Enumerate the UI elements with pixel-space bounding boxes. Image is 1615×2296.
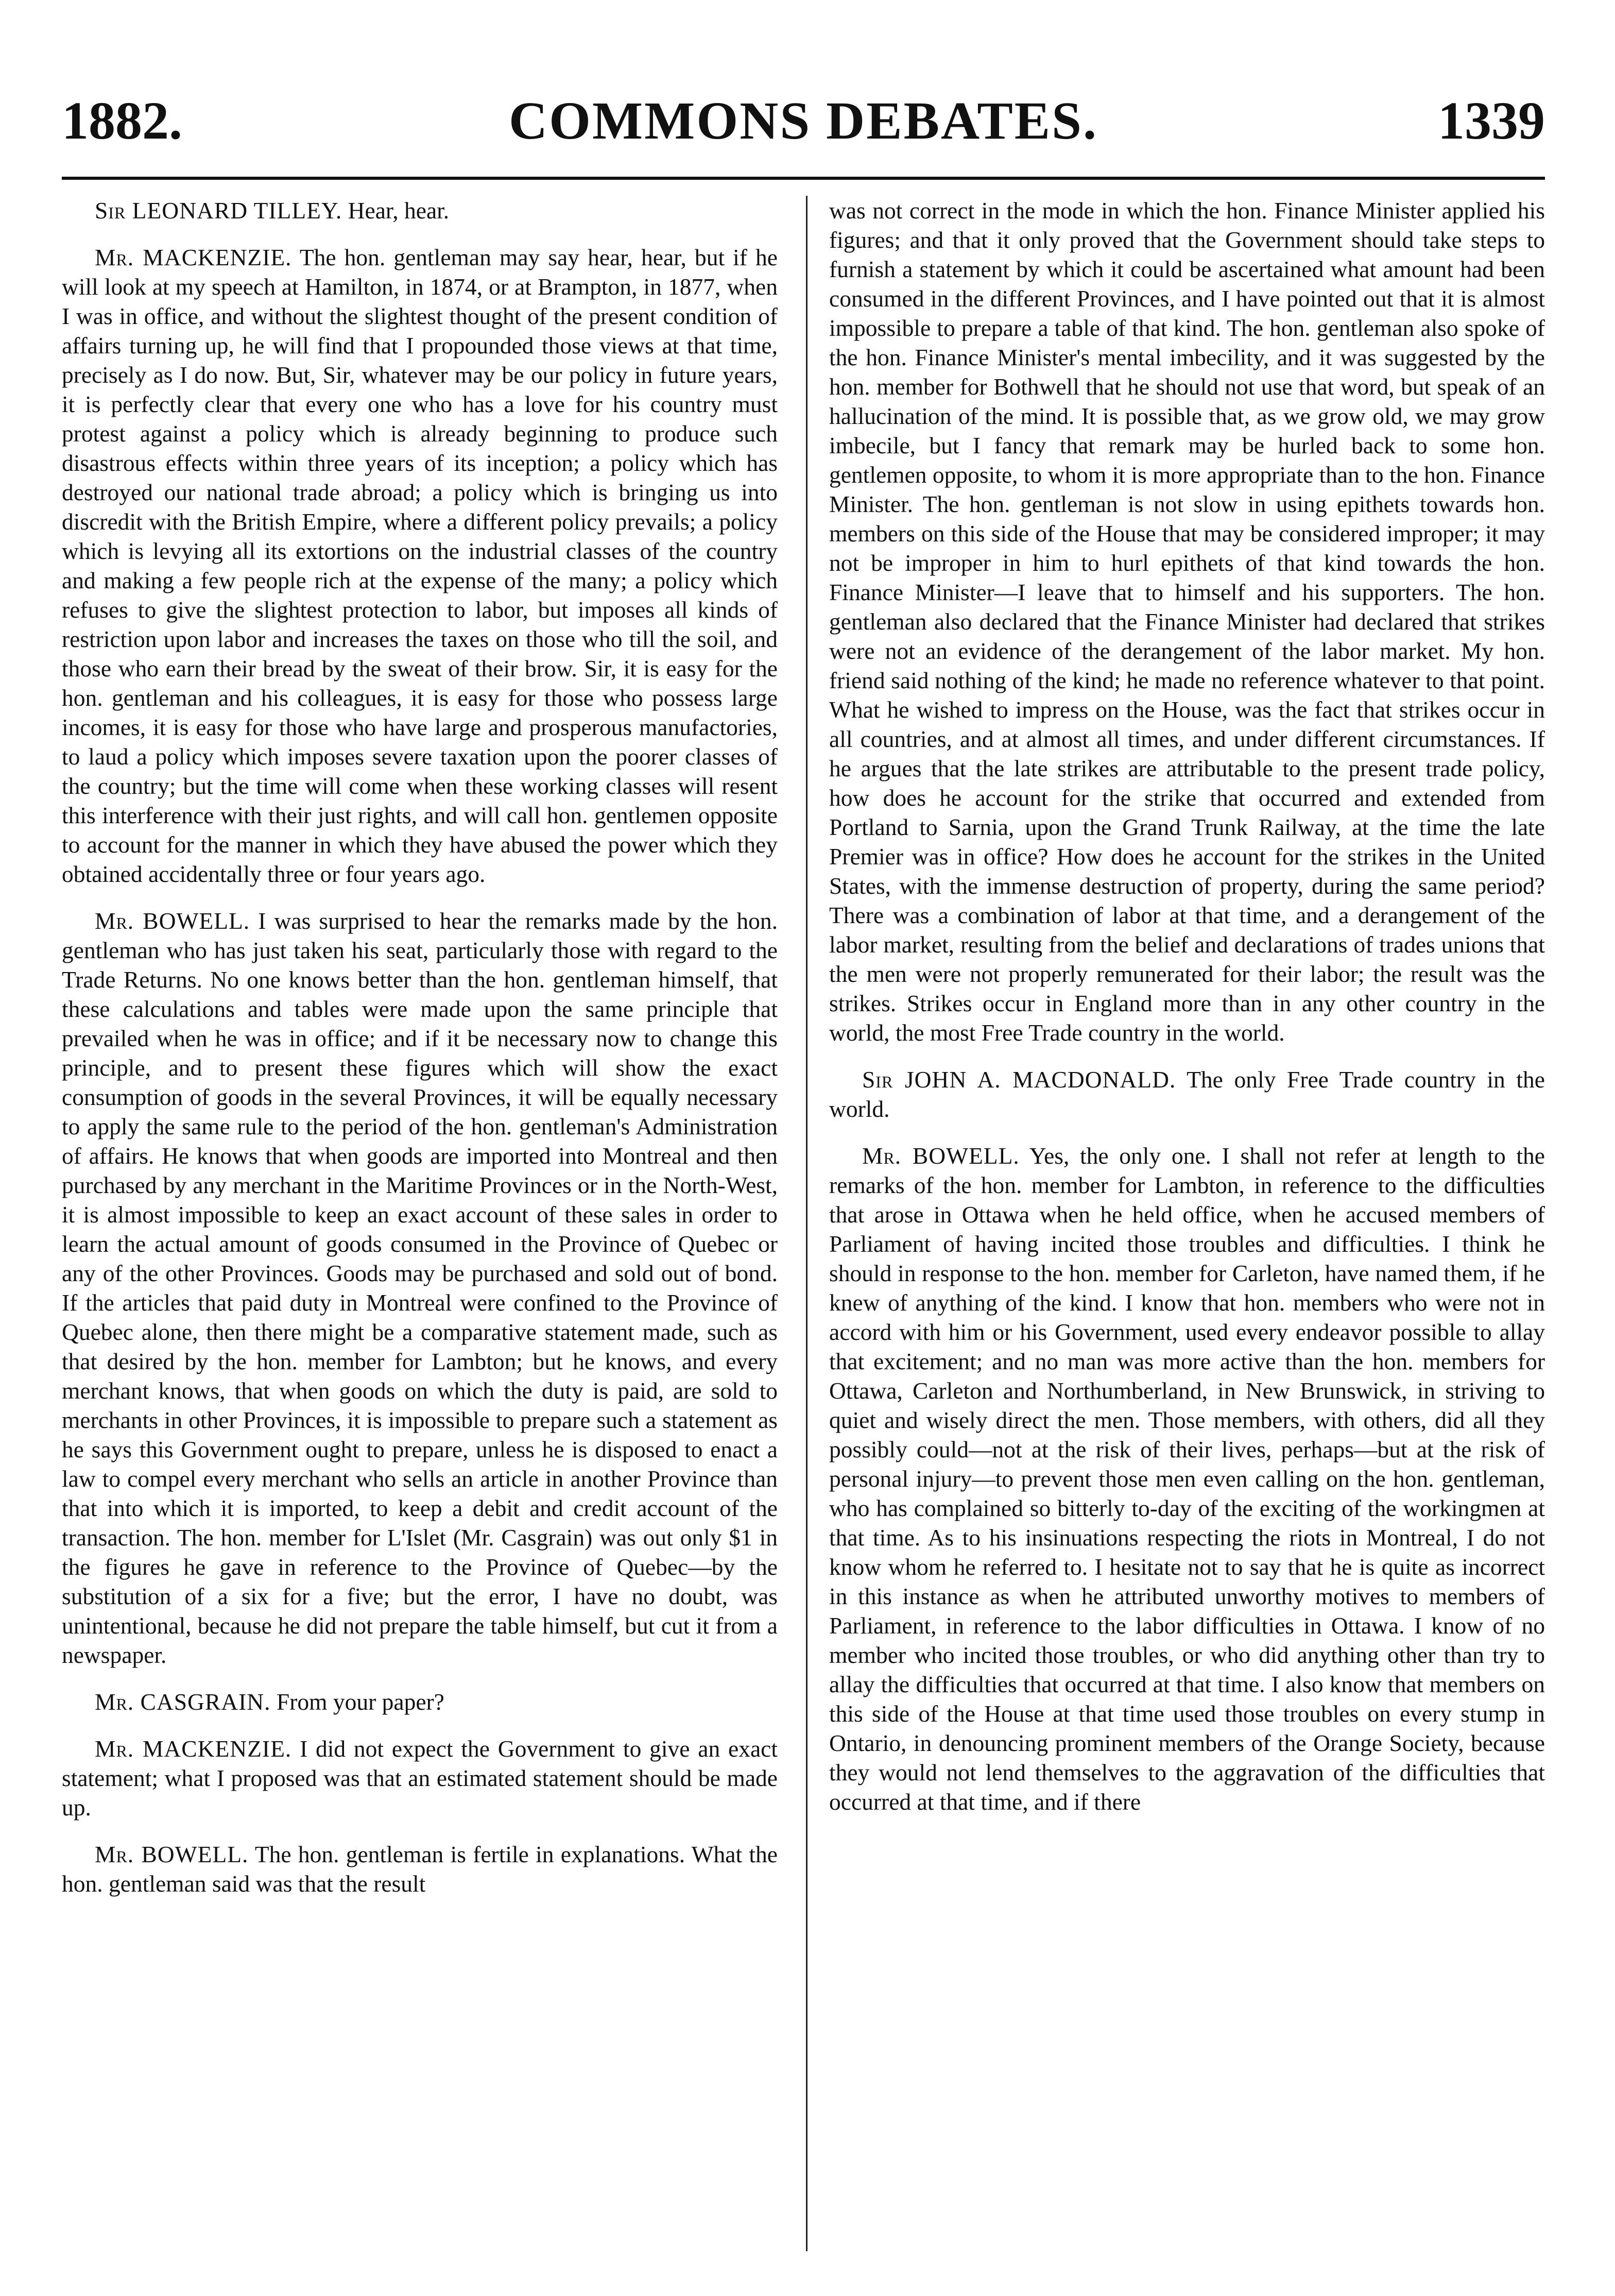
speech-text: was not correct in the mode in which the hon. Finance Minister applied his figures; and that it only proved that the Government should take steps to furnish a statement by which it could be ascertained what amount had been consumed in the different Provinces, and I have pointed out that it is almost impossible to prepare a table of that kind. The hon. gentleman also spoke of the hon. Finance Minister's mental imbecility, and it was suggested by the hon. member for Bothwell that he should not use that word, but speak of an hallucination of the mind. It is possible that, as we grow old, we may grow imbecile, but I fancy that remark may be hurled back to some hon. gentlemen opposite, to whom it is more appropriate than to the hon. Finance Minister. The hon. gentleman is not slow in using epithets towards hon. members on this side of the House that may be considered improper; it may not be improper in him to hurl epithets of that kind towards the hon. Finance Minister—I leave that to himself and his supporters. The hon. gentleman also declared that the Finance Minister had declared that strikes were not an evidence of the derangement of the labor market. My hon. friend said nothing of the kind; he made no reference whatever to that point. What he wished to impress on the House, was the fact that strikes occur in all countries, and at almost all times, and under different circumstances. If he argues that the late strikes are attributable to the present trade policy, how does he account for the strike that occurred and extended from Portland to Sarnia, upon the Grand Trunk Railway, at the time the late Premier was in office? How does he account for the strikes in the United States, with the immense destruction of property, during the same period? There was a combination of labor at that time, and a derangement of the labor market, resulting from the belief and declarations of trades unions that the men were not properly remunerated for their labor; the result was the strikes. Strikes occur in England more than in any other country in the world, the most Free Trade country in the world. (829, 197, 1545, 1046)
column-divider (806, 196, 808, 2251)
paragraph (62, 1734, 778, 1822)
speaker-name: Sir LEONARD TILLEY. (95, 197, 342, 224)
page (62, 85, 1545, 2269)
speaker-name: Mr. BOWELL. (95, 908, 250, 934)
paragraph (829, 196, 1545, 1047)
header-year: 1882. (62, 91, 182, 150)
speech-text: The hon. gentleman is fertile in explanations. What the hon. gentleman said was that the result (62, 1841, 778, 1897)
page-header (62, 85, 1545, 178)
paragraph (829, 1141, 1545, 1816)
speech-text: Yes, the only one. I shall not refer at length to the remarks of the hon. member for Lambton, in reference to the difficulties that arose in Ottawa when he held office, when he accused members of Parliament of having incited those troubles and difficulties. I think he should in response to the hon. member for Carleton, have named them, if he knew of anything of the kind. I know that hon. members who were not in accord with him or his Government, used every endeavor possible to allay that excitement; and no man was more active than the hon. members for Ottawa, Carleton and Northumberland, in New Brunswick, in striving to quiet and wisely direct the men. Those members, with others, did all they possibly could—not at the risk of their lives, perhaps—but at the risk of personal injury—to prevent those men even calling on the hon. gentleman, who has complained so bitterly to-day of the exciting of the workingmen at that time. As to his insinuations respecting the riots in Montreal, I do not know whom he referred to. I hesitate not to say that he is quite as incorrect in this instance as when he attributed unworthy motives to members of Parliament, in reference to the labor difficulties in Ottawa. I know of no member who incited those troubles, or who did anything other than try to allay the difficulties that occurred at that time. I also know that members on this side of the House at that time used those troubles on every stump in Ontario, in denouncing prominent members of the Orange Society, because they would not lend themselves to the aggravation of the difficulties that occurred at that time, and if there (829, 1143, 1545, 1815)
speech-text: The only Free Trade country in the world. (829, 1066, 1545, 1122)
paragraph (62, 243, 778, 889)
speech-text: I was surprised to hear the remarks made by the hon. gentleman who has just taken his seat, particularly those with regard to the Trade Returns. No one knows better than the hon. gentleman himself, that these calculations and tables were made upon the same principle that prevailed when he was in office; and if it be necessary now to change this principle, and to present these figures which will show the exact consumption of goods in the several Provinces, it will be equally necessary to apply the same rule to the period of the hon. gentleman's Administration of affairs. He knows that when goods are imported into Montreal and then purchased by any merchant in the Maritime Provinces or in the North-West, it is almost impossible to keep an exact account of these sales in order to learn the actual amount of goods consumed in the Province of Quebec or any of the other Provinces. Goods may be purchased and sold out of bond. If the articles that paid duty in Montreal were confined to the Province of Quebec alone, then there might be a comparative statement made, such as that desired by the hon. member for Lambton; but he knows, and every merchant knows, that when goods on which the duty is paid, are sold to merchants in other Provinces, it is impossible to prepare such a statement as he says this Government ought to prepare, unless he is disposed to enact a law to compel every merchant who sells an article in another Province than that into which it is imported, to keep a debit and credit account of the transaction. The hon. member for L'Islet (Mr. Casgrain) was out only $1 in the figures he gave in reference to the Province of Quebec—by the substitution of a six for a five; but the error, I have no doubt, was unintentional, because he did not prepare the table himself, but cut it from a newspaper. (62, 908, 778, 1668)
paragraph (62, 196, 778, 225)
speaker-name: Sir JOHN A. MACDONALD. (862, 1066, 1176, 1093)
right-column (829, 196, 1545, 2251)
paragraph (62, 906, 778, 1670)
speaker-name: Mr. MACKENZIE. (95, 244, 292, 270)
speech-text: From your paper? (276, 1689, 444, 1715)
paragraph (62, 1840, 778, 1898)
speaker-name: Mr. BOWELL. (862, 1143, 1020, 1169)
paragraph (829, 1065, 1545, 1124)
left-column (62, 196, 778, 2251)
speaker-name: Mr. MACKENZIE. (95, 1736, 292, 1762)
speaker-name: Mr. BOWELL. (95, 1841, 249, 1867)
header-title: COMMONS DEBATES. (509, 91, 1098, 150)
speech-text: I did not expect the Government to give an exact statement; what I proposed was that an estimated statement should be made up. (62, 1736, 778, 1821)
header-rule (62, 177, 1545, 180)
speech-text: Hear, hear. (348, 197, 450, 224)
paragraph (62, 1687, 778, 1716)
speech-text: The hon. gentleman may say hear, hear, but if he will look at my speech at Hamilton, in 1874, or at Brampton, in 1877, when I was in office, and without the slightest thought of the present condition of affairs turning up, he will find that I propounded those views at that time, precisely as I do now. But, Sir, whatever may be our policy in future years, it is perfectly clear that every one who has a love for his country must protest against a policy which is already beginning to produce such disastrous effects within three years of its inception; a policy which has destroyed our national trade abroad; a policy which is bringing us into discredit with the British Empire, where a different policy prevails; a policy which is levying all its extortions on the industrial classes of the country and making a few people rich at the expense of the many; a policy which refuses to give the slightest protection to labor, but imposes all kinds of restriction upon labor and increases the taxes on those who till the soil, and those who earn their bread by the sweat of their brow. Sir, it is easy for the hon. gentleman and his colleagues, it is easy for those who possess large incomes, it is easy for those who have large and prosperous manufactories, to laud a policy which imposes severe taxation upon the poorer classes of the country; but the time will come when these working classes will resent this interference with their just rights, and will call hon. gentlemen opposite to account for the manner in which they have abused the power which they obtained accidentally three or four years ago. (62, 244, 778, 887)
header-page-number: 1339 (1438, 91, 1545, 150)
speaker-name: Mr. CASGRAIN. (95, 1689, 271, 1715)
